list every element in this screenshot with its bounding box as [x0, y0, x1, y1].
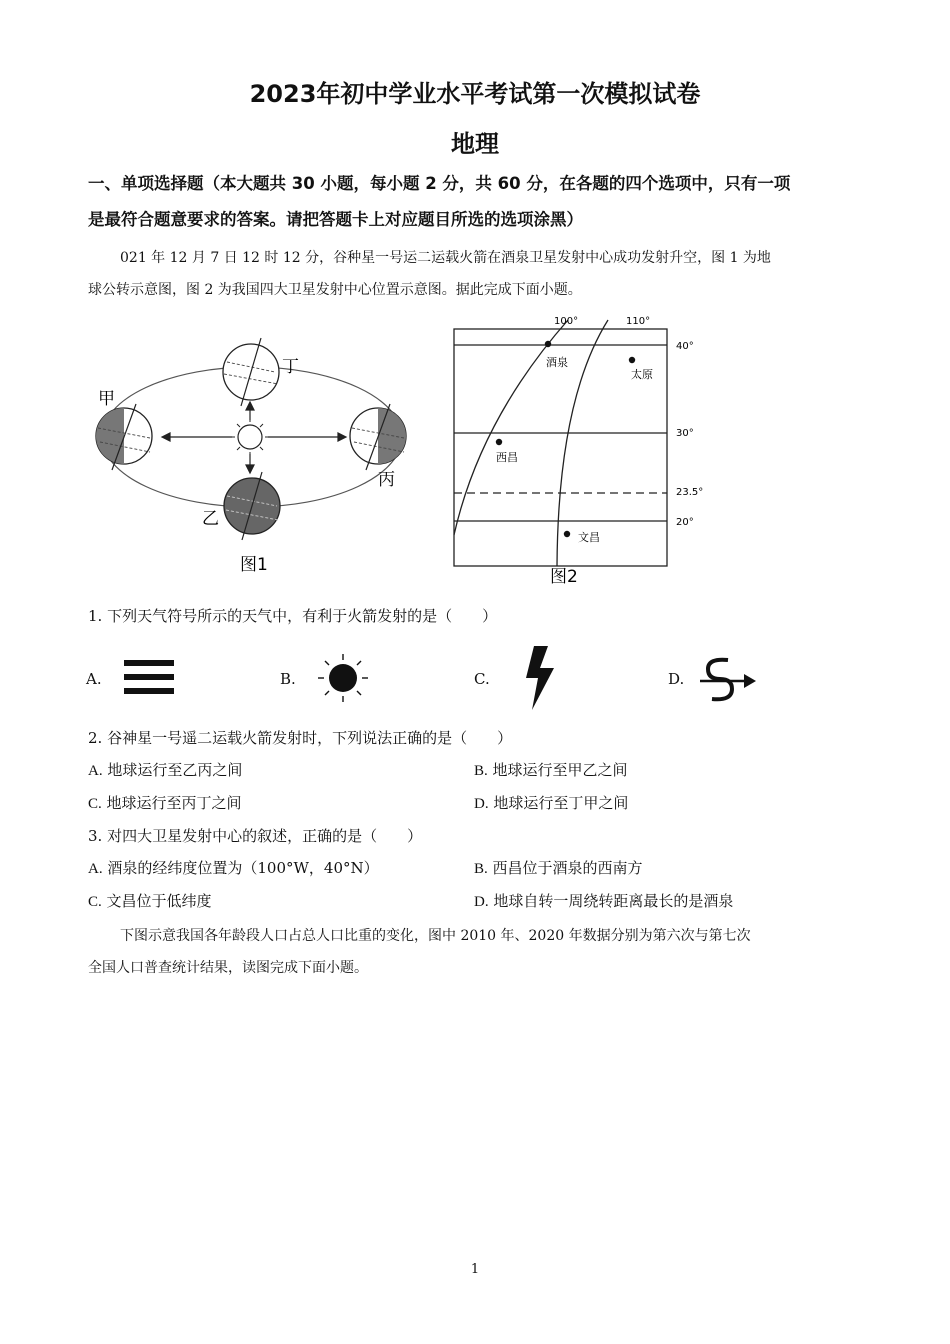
- figure1-revolution-diagram: [80, 330, 420, 580]
- label-yi: 乙: [202, 509, 219, 529]
- section-heading-line1: 一、单项选择题（本大题共 30 小题，每小题 2 分，共 60 分，在各题的四个选项中，只有一项: [88, 174, 791, 193]
- intro1-line2: 球公转示意图，图 2 为我国四大卫星发射中心位置示意图。据此完成下面小题。: [88, 282, 582, 298]
- q2-option-b: B. 地球运行至甲乙之间: [474, 761, 628, 779]
- q3-stem: 3. 对四大卫星发射中心的叙述，正确的是（ ）: [88, 827, 423, 845]
- xichang-dot: [496, 439, 502, 445]
- sunny-icon: [310, 652, 374, 704]
- q2-option-c: C. 地球运行至丙丁之间: [88, 794, 242, 812]
- q1-stem: 1. 下列天气符号所示的天气中，有利于火箭发射的是（ ）: [88, 607, 498, 625]
- lat-label-20: 20°: [676, 517, 694, 528]
- section-heading: [88, 166, 878, 238]
- q3-option-a: A. 酒泉的经纬度位置为（100°W，40°N）: [88, 859, 379, 877]
- figure1-caption: 图1: [240, 555, 268, 575]
- subject-title: 地理: [451, 130, 499, 158]
- intro2-line1: 下图示意我国各年龄段人口占总人口比重的变化，图中 2010 年、2020 年数据分别为第六次与第七次: [120, 928, 751, 944]
- lat-label-30: 30°: [676, 428, 694, 439]
- lat-label-40: 40°: [676, 341, 694, 352]
- lat-label-23-5: 23.5°: [676, 487, 704, 498]
- intro-paragraph-1: [88, 242, 868, 306]
- page-number: 1: [470, 1262, 480, 1277]
- intro1-line1: 021 年 12 月 7 日 12 时 12 分，谷种星一号运二运载火箭在酒泉卫星发射中心成功发射升空，图 1 为地: [120, 250, 771, 266]
- lon-label-100: 100°: [554, 316, 579, 327]
- fog-icon: [122, 656, 176, 698]
- q1-option-a-label: A.: [86, 670, 102, 688]
- thunder-icon: [518, 644, 562, 714]
- q3-option-b: B. 西昌位于酒泉的西南方: [474, 859, 643, 877]
- earth-yi: [224, 472, 280, 540]
- place-xichang: 西昌: [496, 451, 518, 464]
- earth-ding: [223, 338, 279, 406]
- exam-title: 2023年初中学业水平考试第一次模拟试卷: [249, 80, 701, 108]
- place-taiyuan: 太原: [631, 368, 653, 381]
- q2-option-a: A. 地球运行至乙丙之间: [88, 761, 243, 779]
- taiyuan-dot: [629, 357, 635, 363]
- jiuquan-dot: [545, 341, 551, 347]
- wenchang-dot: [564, 531, 570, 537]
- q1-option-b-label: B.: [280, 670, 296, 688]
- q1-option-d-label: D.: [668, 670, 685, 688]
- q2-option-d: D. 地球运行至丁甲之间: [474, 794, 629, 812]
- place-jiuquan: 酒泉: [546, 356, 568, 369]
- label-bing: 丙: [378, 470, 395, 490]
- label-ding: 丁: [282, 357, 299, 377]
- figure2-caption: 图2: [550, 567, 578, 587]
- q2-stem: 2. 谷神星一号遥二运载火箭发射时，下列说法正确的是（ ）: [88, 729, 513, 747]
- earth-bing: [350, 404, 406, 470]
- intro-paragraph-2: [88, 920, 868, 984]
- sun-icon: [231, 418, 269, 456]
- intro2-line2: 全国人口普查统计结果，读图完成下面小题。: [88, 960, 368, 976]
- dust-storm-icon: [698, 654, 760, 706]
- label-jia: 甲: [98, 389, 115, 409]
- q3-option-d: D. 地球自转一周绕转距离最长的是酒泉: [474, 892, 734, 910]
- place-wenchang: 文昌: [578, 531, 600, 544]
- lon-label-110: 110°: [626, 316, 651, 327]
- lon-100: [454, 320, 568, 535]
- figure2-launch-centers-map: [440, 310, 730, 590]
- section-heading-line2: 是最符合题意要求的答案。请把答题卡上对应题目所选的选项涂黑）: [88, 210, 583, 229]
- q1-option-c-label: C.: [474, 670, 490, 688]
- earth-jia: [96, 404, 152, 470]
- q3-option-c: C. 文昌位于低纬度: [88, 892, 212, 910]
